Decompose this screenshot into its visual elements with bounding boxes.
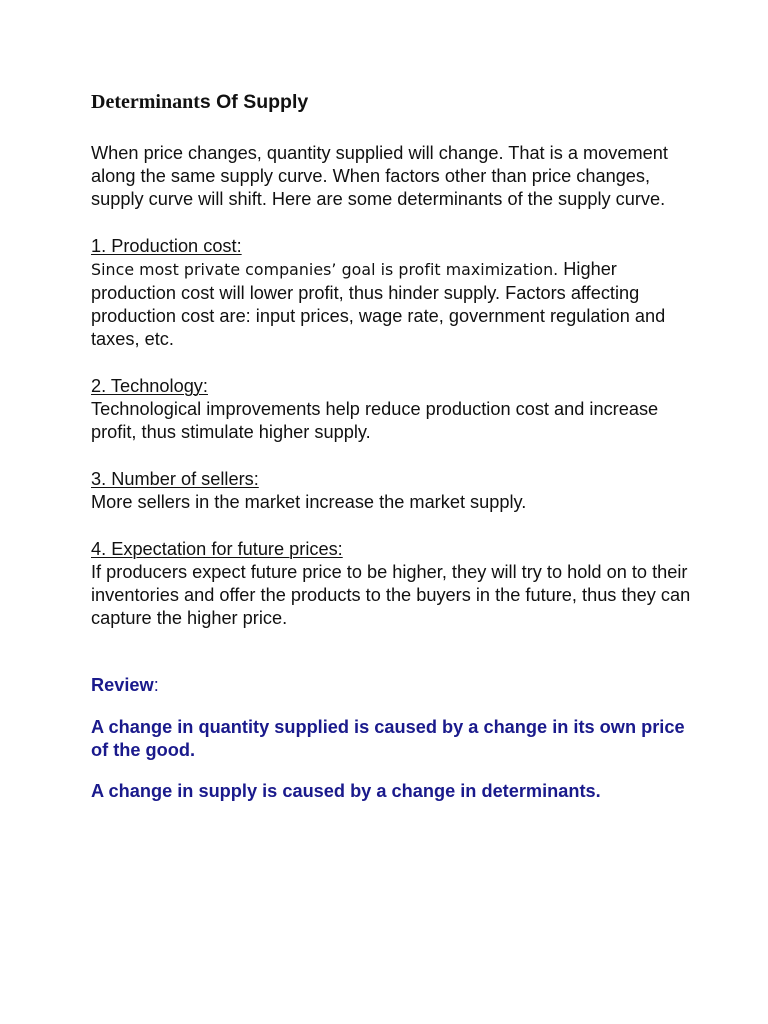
section-technology xyxy=(91,375,691,445)
intro-paragraph: When price changes, quantity supplied will change. That is a movement along the same supply curve. When factors other than price changes, supply curve will shift. Here are some determinants of the supply curve. xyxy=(91,143,668,210)
review-block xyxy=(91,674,691,803)
section-heading: 2. Technology: xyxy=(91,375,208,396)
section-body-first-sentence: Since most private companies’ goal is profit maximization. xyxy=(91,260,559,280)
section-heading: 3. Number of sellers: xyxy=(91,468,259,489)
section-body-rest: Higher production cost will lower profit, thus hinder supply. Factors affecting production cost are: input prices, wage rate, government regulation and taxes, etc. xyxy=(91,259,666,349)
title-part-sans: s Of Supply xyxy=(199,91,309,113)
page-title xyxy=(91,88,691,116)
section-heading: 1. Production cost: xyxy=(91,236,242,257)
review-line-quantity-supplied: A change in quantity supplied is caused by a change in its own price of the good. xyxy=(91,716,685,760)
review-label-colon: : xyxy=(153,675,159,696)
section-expectation-future-prices xyxy=(91,538,691,631)
review-label-text: Review xyxy=(91,675,154,696)
section-body: If producers expect future price to be higher, they will try to hold on to their inventories and offer the products to the buyers in the future, thus they can capture the higher price. xyxy=(91,561,691,629)
document-content xyxy=(91,88,691,821)
section-body: Technological improvements help reduce production cost and increase profit, thus stimulate higher supply. xyxy=(91,398,659,443)
section-number-of-sellers xyxy=(91,468,691,514)
section-body: More sellers in the market increase the market supply. xyxy=(91,491,527,512)
section-production-cost xyxy=(91,235,691,351)
review-line-supply: A change in supply is caused by a change in determinants. xyxy=(91,781,601,802)
title-part-serif: Determinant xyxy=(91,91,200,113)
review-label xyxy=(91,674,691,697)
section-heading: 4. Expectation for future prices: xyxy=(91,538,343,559)
section-body xyxy=(91,258,691,351)
